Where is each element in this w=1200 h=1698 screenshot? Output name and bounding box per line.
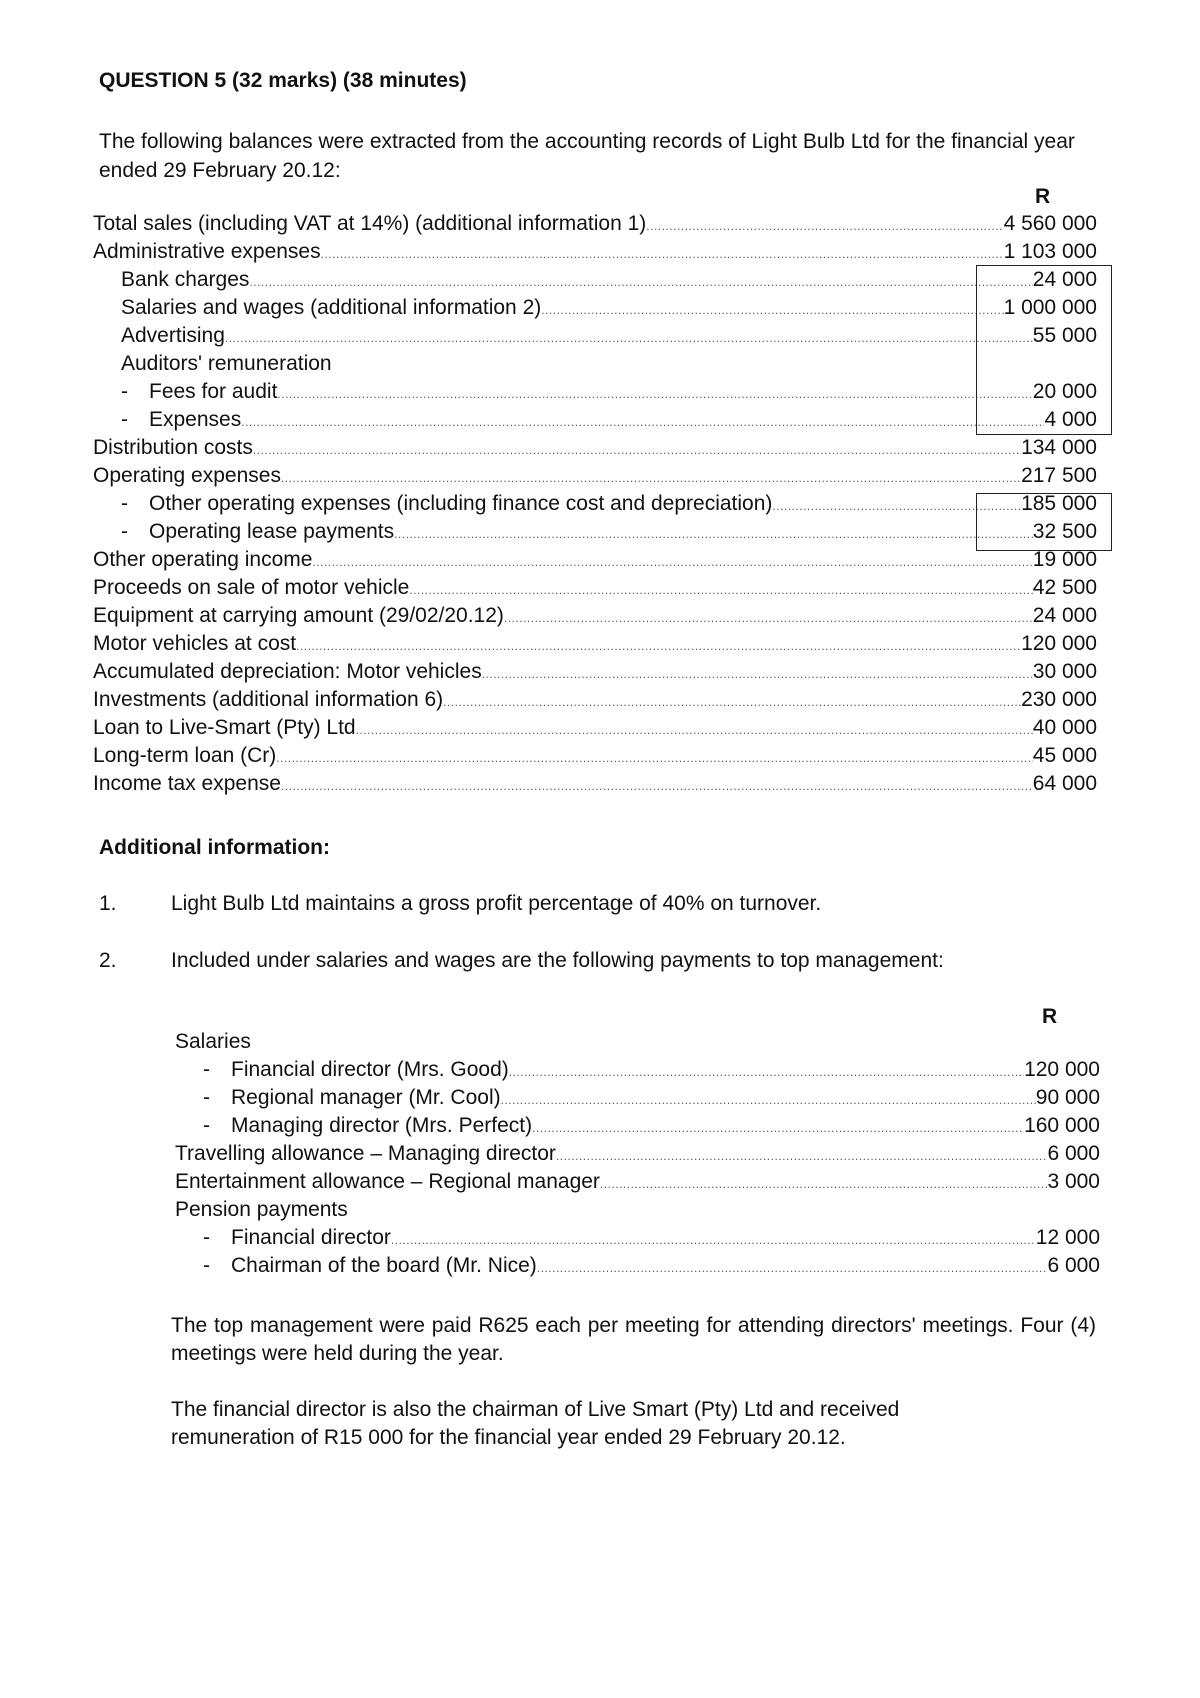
balance-label: Motor vehicles at cost — [93, 632, 297, 655]
balance-amount: 1 103 000 — [1003, 240, 1097, 263]
payment-amount: 3 000 — [1047, 1170, 1100, 1193]
balance-label: Expenses — [149, 408, 242, 431]
payment-amount: 90 000 — [1035, 1086, 1100, 1109]
additional-info-heading: Additional information: — [99, 836, 330, 859]
balance-row-bank-charges — [121, 267, 1097, 293]
balance-label: Operating expenses — [93, 464, 281, 487]
balance-row-accumulated-depreciation — [93, 659, 1097, 685]
payment-label: Financial director — [231, 1226, 391, 1249]
currency-header: R — [1035, 185, 1051, 208]
balance-amount: 4 560 000 — [1003, 212, 1097, 235]
balance-label: Distribution costs — [93, 436, 253, 459]
balance-row-total-sales — [93, 211, 1097, 237]
balance-amount: 20 000 — [1032, 380, 1097, 403]
balance-row-other-operating-expenses: - Other operating expenses (including finance cost and depreciation) ..... 185 000 — [121, 491, 1097, 517]
payment-amount: 12 000 — [1035, 1226, 1100, 1249]
balance-amount: 45 000 — [1032, 744, 1097, 767]
question-title: QUESTION 5 (32 marks) (38 minutes) — [99, 69, 467, 92]
payment-row-entertainment-allowance — [175, 1169, 1100, 1195]
payment-amount: 6 000 — [1047, 1254, 1100, 1277]
payment-row-pension-heading — [175, 1197, 1100, 1223]
balance-amount: 24 000 — [1032, 604, 1097, 627]
question-intro: The following balances were extracted from the accounting records of Light Bulb Ltd for the financial year ended 29 February 20.12: — [99, 130, 1075, 182]
balance-label: Administrative expenses — [93, 240, 321, 263]
balance-label: Operating lease payments — [149, 520, 395, 543]
balance-row-operating-lease: - Operating lease payments ..... 32 500 — [121, 519, 1097, 545]
payment-row-pension-financial-director: - Financial director ..... 12 000 — [203, 1225, 1100, 1251]
balance-amount: 4 000 — [1044, 408, 1097, 431]
item-1-text: Light Bulb Ltd maintains a gross profit percentage of 40% on turnover. — [171, 892, 822, 915]
balance-amount: 19 000 — [1032, 548, 1097, 571]
payment-label: Entertainment allowance – Regional manager — [175, 1170, 600, 1193]
payment-label: Pension payments — [175, 1198, 348, 1221]
balance-row-administrative-expenses — [93, 239, 1097, 265]
balance-label: Investments (additional information 6) — [93, 688, 444, 711]
balance-row-fees-for-audit: - Fees for audit ..... 20 000 — [121, 379, 1097, 405]
balance-row-advertising — [121, 323, 1097, 349]
balance-amount: 134 000 — [1021, 436, 1097, 459]
balance-amount: 64 000 — [1032, 772, 1097, 795]
payment-amount: 160 000 — [1024, 1114, 1100, 1137]
balance-label: Proceeds on sale of motor vehicle — [93, 576, 410, 599]
balance-label: Salaries and wages (additional information 2) — [121, 296, 542, 319]
payment-row-pension-chairman: - Chairman of the board (Mr. Nice) ..... 6 000 — [203, 1253, 1100, 1279]
balance-row-operating-expenses — [93, 463, 1097, 489]
payments-currency-header: R — [1042, 1005, 1058, 1028]
balance-label: Accumulated depreciation: Motor vehicles — [93, 660, 482, 683]
balance-amount: 120 000 — [1021, 632, 1097, 655]
payment-label: Regional manager (Mr. Cool) — [231, 1086, 501, 1109]
balance-label: Other operating income — [93, 548, 313, 571]
balance-amount: 55 000 — [1032, 324, 1097, 347]
balance-row-salaries-wages — [121, 295, 1097, 321]
balance-row-audit-expenses: - Expenses ..... 4 000 — [121, 407, 1097, 433]
payment-label: Travelling allowance – Managing director — [175, 1142, 556, 1165]
director-paragraph: The financial director is also the chairman of Live Smart (Pty) Ltd and received remuneration of R15 000 for the financial year ended 29 February 20.12. — [171, 1398, 900, 1449]
payment-row-regional-manager: - Regional manager (Mr. Cool) ..... 90 000 — [203, 1085, 1100, 1111]
balance-row-investments — [93, 687, 1097, 713]
balance-amount: 42 500 — [1032, 576, 1097, 599]
balance-row-equipment — [93, 603, 1097, 629]
balance-amount: 230 000 — [1021, 688, 1097, 711]
item-2-number: 2. — [99, 949, 117, 972]
balance-label: Income tax expense — [93, 772, 281, 795]
balance-label: Advertising — [121, 324, 225, 347]
payment-amount: 120 000 — [1024, 1058, 1100, 1081]
balance-row-income-tax — [93, 771, 1097, 797]
balance-amount: 40 000 — [1032, 716, 1097, 739]
payment-amount: 6 000 — [1047, 1142, 1100, 1165]
balance-row-other-operating-income — [93, 547, 1097, 573]
balance-label: Auditors' remuneration — [121, 352, 332, 375]
balance-row-motor-vehicles-cost — [93, 631, 1097, 657]
balance-amount: 217 500 — [1021, 464, 1097, 487]
balance-row-distribution-costs — [93, 435, 1097, 461]
balance-label: Equipment at carrying amount (29/02/20.12) — [93, 604, 504, 627]
balance-label: Fees for audit — [149, 380, 278, 403]
payment-label: Financial director (Mrs. Good) — [231, 1058, 509, 1081]
balance-row-loan-live-smart — [93, 715, 1097, 741]
item-2-text: Included under salaries and wages are the following payments to top management: — [171, 949, 944, 972]
balance-amount: 32 500 — [1032, 520, 1097, 543]
admin-subtotal-box — [976, 265, 1112, 435]
balance-label: Bank charges — [121, 268, 250, 291]
payment-row-salaries-heading — [175, 1029, 1100, 1055]
payment-row-travelling-allowance — [175, 1141, 1100, 1167]
balance-amount: 1 000 000 — [1003, 296, 1097, 319]
balance-label: Long-term loan (Cr) — [93, 744, 277, 767]
meetings-paragraph: The top management were paid R625 each per meeting for attending directors' meetings. Four (4) meetings were held during the year. — [171, 1314, 1096, 1365]
balance-amount: 24 000 — [1032, 268, 1097, 291]
balance-label: Other operating expenses (including finance cost and depreciation) — [149, 492, 773, 515]
balance-label: Total sales (including VAT at 14%) (additional information 1) — [93, 212, 647, 235]
payment-label: Salaries — [175, 1030, 251, 1053]
balance-row-auditors-remuneration — [121, 351, 1097, 377]
payment-label: Managing director (Mrs. Perfect) — [231, 1114, 533, 1137]
operating-subtotal-box — [976, 493, 1112, 551]
balance-row-long-term-loan — [93, 743, 1097, 769]
payment-label: Chairman of the board (Mr. Nice) — [231, 1254, 537, 1277]
item-1-number: 1. — [99, 892, 117, 915]
payment-row-financial-director: - Financial director (Mrs. Good) ..... 120 000 — [203, 1057, 1100, 1083]
payment-row-managing-director: - Managing director (Mrs. Perfect) ..... 160 000 — [203, 1113, 1100, 1139]
balance-row-proceeds-motor-vehicle — [93, 575, 1097, 601]
balance-label: Loan to Live-Smart (Pty) Ltd — [93, 716, 356, 739]
balance-amount: 185 000 — [1021, 492, 1097, 515]
balance-amount: 30 000 — [1032, 660, 1097, 683]
